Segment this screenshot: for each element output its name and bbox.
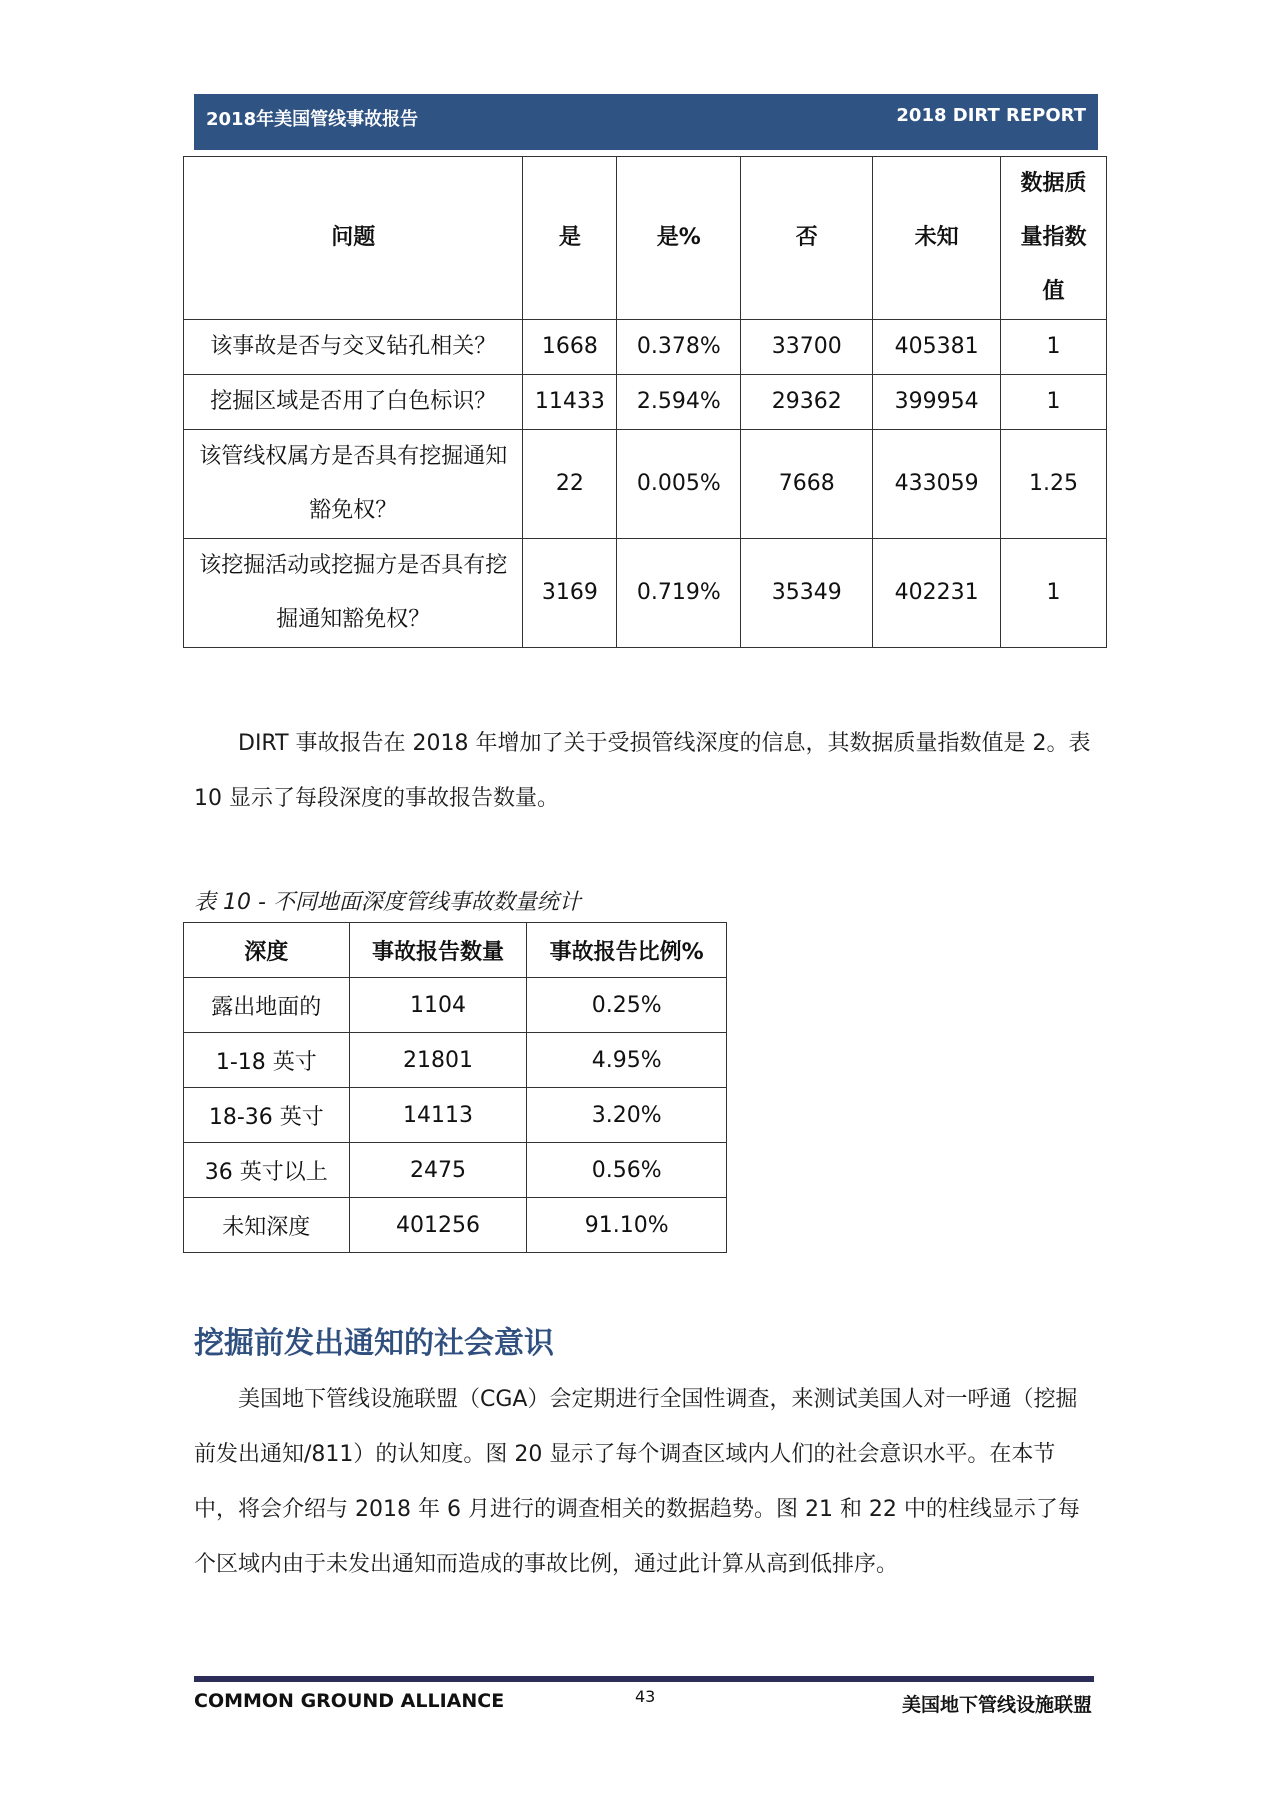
table-cell: 0.005%	[617, 430, 741, 539]
table-cell: 1104	[349, 978, 527, 1033]
paragraph-awareness: 美国地下管线设施联盟（CGA）会定期进行全国性调查，来测试美国人对一呼通（挖掘前发出通知/811）的认知度。图 20 显示了每个调查区域内人们的社会意识水平。在本节中，将会介绍与 2018 年 6 月进行的调查相关的数据趋势。图 21 和 22 中的柱线显示了每个区域内由于未发出通知而造成的事故比例，通过此计算从高到低排序。	[194, 1387, 1080, 1577]
table-cell: 3.20%	[527, 1088, 727, 1143]
table-cell: 1.25	[1001, 430, 1107, 539]
table-cell: 14113	[349, 1088, 527, 1143]
header-unknown: 未知	[873, 157, 1001, 320]
table-row	[184, 539, 1107, 648]
table-cell: 36 英寸以上	[184, 1143, 350, 1198]
table-cell: 1-18 英寸	[184, 1033, 350, 1088]
table-cell-question: 该挖掘活动或挖掘方是否具有挖掘通知豁免权？	[184, 539, 523, 648]
table-caption: 表 10 - 不同地面深度管线事故数量统计	[194, 890, 581, 915]
table-row	[184, 1033, 727, 1088]
header-report-count: 事故报告数量	[349, 923, 527, 978]
table-cell: 7668	[741, 430, 873, 539]
header-data-quality-index-label: 数据质量指数值	[1020, 171, 1087, 304]
header-no: 否	[741, 157, 873, 320]
table-cell: 0.56%	[527, 1143, 727, 1198]
header-title-cn: 2018年美国管线事故报告	[206, 109, 419, 130]
page-header	[194, 94, 1098, 150]
table-cell: 1	[1001, 375, 1107, 430]
header-depth: 深度	[184, 923, 350, 978]
table-row	[184, 1143, 727, 1198]
table-cell: 1668	[523, 320, 617, 375]
table-row	[184, 1088, 727, 1143]
table-cell: 0.378%	[617, 320, 741, 375]
table-cell-question: 该事故是否与交叉钻孔相关？	[184, 320, 523, 375]
table-cell: 0.719%	[617, 539, 741, 648]
question-table	[183, 156, 1107, 648]
table-cell: 29362	[741, 375, 873, 430]
table-cell: 405381	[873, 320, 1001, 375]
table-row	[184, 1198, 727, 1253]
table-cell: 露出地面的	[184, 978, 350, 1033]
header-yes-percent: 是%	[617, 157, 741, 320]
table-cell: 2.594%	[617, 375, 741, 430]
page-number: 43	[635, 1687, 656, 1706]
table-cell: 未知深度	[184, 1198, 350, 1253]
header-question: 问题	[184, 157, 523, 320]
table-cell: 1	[1001, 320, 1107, 375]
header-yes: 是	[523, 157, 617, 320]
footer-org-en: COMMON GROUND ALLIANCE	[194, 1690, 505, 1712]
table-row	[184, 430, 1107, 539]
depth-table-header-row	[184, 923, 727, 978]
table-cell: 433059	[873, 430, 1001, 539]
table-cell: 91.10%	[527, 1198, 727, 1253]
header-data-quality-index	[1001, 157, 1107, 320]
section-title: 挖掘前发出通知的社会意识	[194, 1326, 554, 1361]
depth-table	[183, 922, 727, 1253]
table-cell: 401256	[349, 1198, 527, 1253]
table-cell: 402231	[873, 539, 1001, 648]
table-cell: 22	[523, 430, 617, 539]
table-cell-question: 挖掘区域是否用了白色标识？	[184, 375, 523, 430]
table-row	[184, 978, 727, 1033]
table-cell: 35349	[741, 539, 873, 648]
table-cell: 21801	[349, 1033, 527, 1088]
table-cell: 33700	[741, 320, 873, 375]
table-cell: 3169	[523, 539, 617, 648]
footer-rule	[194, 1676, 1094, 1682]
footer-org-cn: 美国地下管线设施联盟	[901, 1694, 1092, 1716]
table-row	[184, 320, 1107, 375]
paragraph-depth-intro: DIRT 事故报告在 2018 年增加了关于受损管线深度的信息，其数据质量指数值是 2。表 10 显示了每段深度的事故报告数量。	[194, 731, 1091, 811]
table-cell: 11433	[523, 375, 617, 430]
table-cell: 2475	[349, 1143, 527, 1198]
table-cell: 18-36 英寸	[184, 1088, 350, 1143]
table-row	[184, 375, 1107, 430]
table-cell-question: 该管线权属方是否具有挖掘通知豁免权？	[184, 430, 523, 539]
table-cell: 1	[1001, 539, 1107, 648]
table-cell: 4.95%	[527, 1033, 727, 1088]
table-cell: 0.25%	[527, 978, 727, 1033]
header-title-en: 2018 DIRT REPORT	[896, 105, 1086, 126]
table-cell: 399954	[873, 375, 1001, 430]
header-report-percent: 事故报告比例%	[527, 923, 727, 978]
question-table-header-row	[184, 157, 1107, 320]
